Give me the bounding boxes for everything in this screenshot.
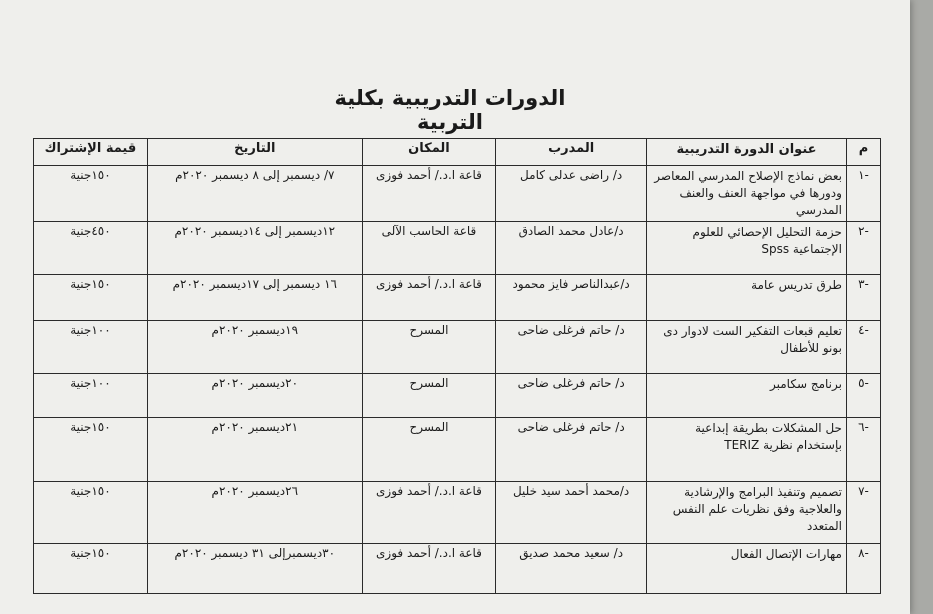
- table-row: [34, 222, 881, 275]
- row-num: -٤: [846, 321, 880, 374]
- row-place: المسرح: [362, 321, 496, 374]
- row-trainer: د/ حاتم فرغلى ضاحى: [496, 418, 647, 482]
- header-fee: قيمة الإشتراك: [34, 139, 148, 166]
- page-title: الدورات التدريبية بكلية التربية: [334, 86, 566, 134]
- header-num: م: [846, 139, 880, 166]
- row-course: طرق تدريس عامة: [647, 275, 847, 321]
- row-place: المسرح: [362, 418, 496, 482]
- table-row: [34, 166, 881, 222]
- row-place: قاعة ا.د./ أحمد فوزى: [362, 482, 496, 544]
- row-date: ١٩ديسمبر ٢٠٢٠م: [147, 321, 362, 374]
- table-row: [34, 275, 881, 321]
- row-fee: ١٥٠جنية: [34, 418, 148, 482]
- header-trainer: المدرب: [496, 139, 647, 166]
- row-course: مهارات الإتصال الفعال: [647, 544, 847, 594]
- row-date: ٧/ ديسمبر إلى ٨ ديسمبر ٢٠٢٠م: [147, 166, 362, 222]
- row-num: -٣: [846, 275, 880, 321]
- row-course: برنامج سكامبر: [647, 374, 847, 418]
- header-course: عنوان الدورة التدريبية: [647, 139, 847, 166]
- row-num: -٨: [846, 544, 880, 594]
- row-fee: ١٠٠جنية: [34, 321, 148, 374]
- row-place: قاعة الحاسب الآلى: [362, 222, 496, 275]
- table-row: [34, 482, 881, 544]
- row-num: -٧: [846, 482, 880, 544]
- row-num: -١: [846, 166, 880, 222]
- row-trainer: د/محمد أحمد سيد خليل: [496, 482, 647, 544]
- header-date: التاريخ: [147, 139, 362, 166]
- row-date: ٢٦ديسمبر ٢٠٢٠م: [147, 482, 362, 544]
- row-trainer: د/ حاتم فرغلى ضاحى: [496, 374, 647, 418]
- row-place: قاعة ا.د./ أحمد فوزى: [362, 166, 496, 222]
- row-trainer: د/ راضى عدلى كامل: [496, 166, 647, 222]
- row-place: قاعة ا.د./ أحمد فوزى: [362, 275, 496, 321]
- table-row: [34, 544, 881, 594]
- courses-table: [33, 138, 881, 594]
- row-fee: ١٥٠جنية: [34, 166, 148, 222]
- row-fee: ١٥٠جنية: [34, 544, 148, 594]
- row-num: -٥: [846, 374, 880, 418]
- row-place: قاعة ا.د./ أحمد فوزى: [362, 544, 496, 594]
- row-course: حزمة التحليل الإحصائي للعلوم الإجتماعية Spss: [647, 222, 847, 275]
- row-num: -٢: [846, 222, 880, 275]
- row-course: بعض نماذج الإصلاح المدرسي المعاصر ودورها في مواجهة العنف والعنف المدرسي: [647, 166, 847, 222]
- table-row: [34, 418, 881, 482]
- row-course: تصميم وتنفيذ البرامج والإرشادية والعلاجية وفق نظريات علم النفس المتعدد: [647, 482, 847, 544]
- row-trainer: د/عادل محمد الصادق: [496, 222, 647, 275]
- row-trainer: د/ سعيد محمد صديق: [496, 544, 647, 594]
- table-row: [34, 321, 881, 374]
- row-date: ٣٠ديسمبرإلى ٣١ ديسمبر ٢٠٢٠م: [147, 544, 362, 594]
- table-row: [34, 374, 881, 418]
- row-place: المسرح: [362, 374, 496, 418]
- table-header-row: [34, 139, 881, 166]
- row-date: ٢١ديسمبر ٢٠٢٠م: [147, 418, 362, 482]
- row-date: ١٢ديسمبر إلى ١٤ديسمبر ٢٠٢٠م: [147, 222, 362, 275]
- row-course: حل المشكلات بطريقة إبداعية بإستخدام نظرية TERIZ: [647, 418, 847, 482]
- row-date: ٢٠ديسمبر ٢٠٢٠م: [147, 374, 362, 418]
- row-fee: ١٠٠جنية: [34, 374, 148, 418]
- row-fee: ٤٥٠جنية: [34, 222, 148, 275]
- row-num: -٦: [846, 418, 880, 482]
- row-fee: ١٥٠جنية: [34, 275, 148, 321]
- row-course: تعليم قبعات التفكير الست لادوار دى بونو للأطفال: [647, 321, 847, 374]
- row-trainer: د/ حاتم فرغلى ضاحى: [496, 321, 647, 374]
- row-date: ١٦ ديسمبر إلى ١٧ديسمبر ٢٠٢٠م: [147, 275, 362, 321]
- row-trainer: د/عبدالناصر فايز محمود: [496, 275, 647, 321]
- header-place: المكان: [362, 139, 496, 166]
- row-fee: ١٥٠جنية: [34, 482, 148, 544]
